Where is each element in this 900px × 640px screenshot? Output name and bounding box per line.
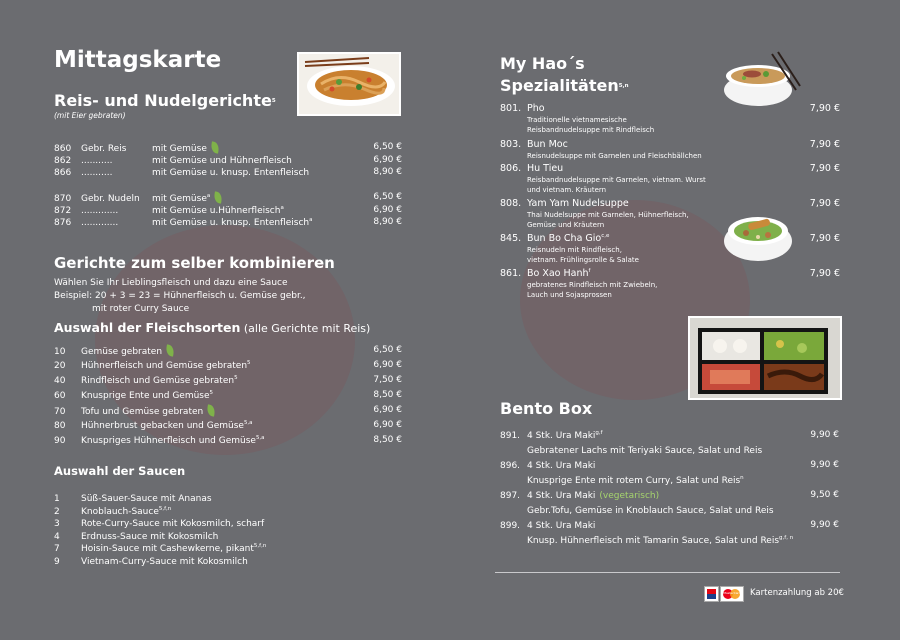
item-name: 4 Stk. Ura Maki bbox=[527, 461, 596, 471]
divider-line bbox=[495, 572, 840, 573]
bento-item-897 bbox=[500, 490, 659, 502]
item-price: 8,50 € bbox=[373, 390, 402, 400]
item-number: 866 bbox=[54, 168, 72, 178]
special-item-806 bbox=[500, 163, 563, 175]
item-desc: und vietnam. Kräutern bbox=[527, 186, 607, 194]
item-desc: Reisbandnudelsuppe mit Rindfleisch bbox=[527, 126, 655, 134]
item-desc bbox=[527, 535, 793, 547]
specials-title: My Hao´s Spezialitäten$^{5,n}$ bbox=[500, 54, 629, 95]
item-number: 7 bbox=[54, 544, 60, 554]
menu-item-70 bbox=[54, 405, 215, 418]
superscript: 5 bbox=[234, 375, 238, 381]
item-price: 7,90 € bbox=[809, 103, 840, 114]
noodle-dish-photo bbox=[297, 52, 401, 116]
menu-item-20 bbox=[54, 360, 251, 372]
item-price: 7,90 € bbox=[809, 139, 840, 150]
sauce-item-4 bbox=[54, 531, 218, 543]
sauce-item-1 bbox=[54, 493, 212, 505]
sauce-item-7 bbox=[54, 543, 266, 555]
superscript: a bbox=[309, 217, 313, 223]
item-number: 3 bbox=[54, 519, 60, 529]
item-name: Süß-Sauer-Sauce mit Ananas bbox=[81, 494, 212, 504]
leaf-icon bbox=[213, 191, 223, 203]
item-desc bbox=[527, 445, 762, 457]
item-name: Knusprige Ente und Gemüse bbox=[81, 391, 210, 401]
item-price: 8,90 € bbox=[373, 217, 402, 227]
bento-item-891 bbox=[500, 430, 603, 442]
special-item-801 bbox=[500, 103, 545, 115]
menu-item-866 bbox=[54, 167, 309, 179]
item-name: ............. bbox=[81, 206, 119, 216]
item-desc: Gemüse und Kräutern bbox=[527, 221, 605, 229]
item-number: 4 bbox=[54, 531, 60, 542]
item-number: 20 bbox=[54, 361, 66, 371]
menu-item-90 bbox=[54, 435, 265, 447]
payment-note: Kartenzahlung ab 20€ bbox=[750, 588, 844, 598]
superscript: 5,f,n bbox=[158, 505, 172, 512]
item-name: Bo Xao Hanh bbox=[527, 268, 589, 279]
kombi-text-3: mit roter Curry Sauce bbox=[92, 304, 190, 314]
item-name: Knoblauch-Sauce bbox=[81, 506, 159, 517]
item-desc-text: Gebratener Lachs mit Teriyaki Sauce, Salat und Reis bbox=[527, 446, 763, 456]
menu-item-872 bbox=[54, 205, 284, 217]
superscript: 5,a bbox=[255, 435, 265, 441]
bento-item-896 bbox=[500, 460, 595, 472]
item-name: Rote-Curry-Sauce mit Kokosmilch, scharf bbox=[81, 519, 265, 529]
item-desc-text: Knusprige Ente mit rotem Curry, Salat und Reis bbox=[527, 476, 741, 486]
superscript: f bbox=[588, 268, 591, 274]
item-price: 9,50 € bbox=[810, 490, 839, 500]
vegetarian-label: (vegetarisch) bbox=[599, 491, 660, 501]
item-price: 6,90 € bbox=[373, 420, 402, 430]
item-number: 2 bbox=[54, 506, 60, 517]
item-price: 9,90 € bbox=[810, 430, 839, 440]
item-number: 897. bbox=[500, 491, 521, 501]
superscript: 5 bbox=[247, 360, 251, 366]
bun-bo-bowl-photo bbox=[722, 205, 794, 263]
item-desc: Reisnudelsuppe mit Garnelen und Fleischbällchen bbox=[527, 152, 702, 160]
item-price: 7,90 € bbox=[809, 233, 840, 244]
menu-item-60 bbox=[54, 390, 213, 402]
item-desc: mit Gemüse bbox=[152, 194, 207, 204]
menu-item-876 bbox=[54, 217, 312, 229]
section-title-reis: Reis- und Nudelgerichte$^5$ bbox=[54, 91, 276, 110]
section-title-saucen: Auswahl der Saucen bbox=[54, 464, 186, 478]
item-number: 806. bbox=[500, 163, 522, 174]
item-desc-text: Knusp. Hühnerfleisch mit Tamarin Sauce, Salat und Reis bbox=[527, 536, 780, 546]
special-item-845 bbox=[500, 233, 609, 245]
item-price: 6,50 € bbox=[373, 345, 402, 355]
item-name: Hoisin-Sauce mit Cashewkerne, pikant bbox=[81, 544, 254, 554]
item-number: 870 bbox=[54, 194, 72, 204]
item-number: 803. bbox=[500, 139, 522, 150]
item-number: 90 bbox=[54, 436, 66, 446]
item-desc: Thai Nudelsuppe mit Garnelen, Hühnerfleisch, bbox=[527, 211, 689, 219]
item-name: 4 Stk. Ura Maki bbox=[527, 491, 596, 501]
special-item-803 bbox=[500, 139, 568, 151]
item-price: 7,50 € bbox=[373, 375, 402, 385]
item-name: Knuspriges Hühnerfleisch und Gemüse bbox=[81, 436, 256, 446]
item-price: 6,50 € bbox=[373, 142, 402, 152]
item-number: 862 bbox=[54, 156, 72, 166]
menu-item-862 bbox=[54, 155, 292, 167]
special-item-861 bbox=[500, 268, 590, 280]
mastercard-icon: MasterCard bbox=[720, 586, 744, 602]
item-price: 9,90 € bbox=[810, 520, 839, 530]
menu-item-10 bbox=[54, 345, 174, 358]
item-price: 7,90 € bbox=[809, 268, 840, 279]
item-name: Rindfleisch und Gemüse gebraten bbox=[81, 376, 235, 386]
item-number: 9 bbox=[54, 556, 60, 567]
leaf-icon bbox=[210, 141, 220, 153]
item-desc: Lauch und Sojasprossen bbox=[527, 291, 612, 299]
menu-item-870 bbox=[54, 192, 222, 205]
item-number: 40 bbox=[54, 376, 66, 386]
item-number: 861. bbox=[500, 268, 522, 279]
pho-bowl-photo bbox=[722, 50, 802, 110]
item-price: 6,90 € bbox=[373, 205, 402, 215]
item-name: Gebr. Nudeln bbox=[81, 194, 140, 204]
menu-item-40 bbox=[54, 375, 238, 387]
kombi-text-2: Beispiel: 20 + 3 = 23 = Hühnerfleisch u. Gemüse gebr., bbox=[54, 291, 306, 301]
item-desc: mit Gemüse u.Hühnerfleisch bbox=[152, 206, 281, 216]
item-price: 7,90 € bbox=[809, 198, 840, 209]
item-name: Yam Yam Nudelsuppe bbox=[527, 198, 629, 209]
item-desc: vietnam. Frühlingsrolle & Salate bbox=[527, 256, 639, 264]
item-number: 80 bbox=[54, 421, 66, 431]
kombi-text-1: Wählen Sie Ihr Lieblingsfleisch und dazu eine Sauce bbox=[54, 278, 288, 288]
item-number: 70 bbox=[54, 407, 66, 417]
item-name: ............. bbox=[81, 218, 119, 228]
item-price: 6,50 € bbox=[373, 192, 402, 202]
superscript: a bbox=[206, 193, 211, 199]
item-desc: mit Gemüse u. knusp. Entenfleisch bbox=[152, 168, 310, 178]
item-price: 6,90 € bbox=[373, 155, 402, 165]
bento-item-899 bbox=[500, 520, 595, 532]
leaf-icon bbox=[206, 404, 216, 416]
leaf-icon bbox=[165, 344, 175, 356]
item-price: 8,90 € bbox=[373, 167, 402, 177]
ec-card-icon bbox=[704, 586, 719, 602]
item-name: 4 Stk. Ura Maki bbox=[527, 431, 596, 441]
item-desc: Reisnudeln mit Rindfleisch, bbox=[527, 246, 622, 254]
menu-item-80 bbox=[54, 420, 253, 432]
sauce-item-2 bbox=[54, 506, 171, 518]
item-number: 899. bbox=[500, 521, 521, 531]
item-number: 10 bbox=[54, 347, 66, 357]
bento-title: Bento Box bbox=[500, 399, 593, 418]
superscript: g,f bbox=[595, 430, 603, 436]
section-title-fleisch: Auswahl der Fleischsorten (alle Gerichte mit Reis) bbox=[54, 320, 371, 335]
item-number: 891. bbox=[500, 431, 521, 441]
superscript: n bbox=[740, 475, 744, 481]
item-name: 4 Stk. Ura Maki bbox=[527, 521, 596, 531]
item-desc-text: Gebr.Tofu, Gemüse in Knoblauch Sauce, Salat und Reis bbox=[527, 506, 774, 516]
item-number: 1 bbox=[54, 494, 60, 504]
item-desc: Reisbandnudelsuppe mit Garnelen, vietnam. Wurst bbox=[527, 176, 706, 184]
item-desc: mit Gemüse u. knusp. Entenfleisch bbox=[152, 218, 310, 228]
item-number: 808. bbox=[500, 198, 522, 209]
section-title-kombi: Gerichte zum selber kombinieren bbox=[54, 254, 335, 272]
item-number: 876 bbox=[54, 218, 72, 228]
item-name: ........... bbox=[81, 168, 113, 178]
item-price: 6,90 € bbox=[373, 360, 402, 370]
item-desc: Traditionelle vietnamesische bbox=[527, 116, 627, 124]
item-name: Pho bbox=[527, 103, 545, 114]
sauce-item-9 bbox=[54, 556, 248, 568]
item-name: Erdnuss-Sauce mit Kokosmilch bbox=[81, 531, 219, 542]
item-number: 801. bbox=[500, 103, 522, 114]
item-price: 9,90 € bbox=[810, 460, 839, 470]
item-price: 7,90 € bbox=[809, 163, 840, 174]
superscript: 5,a bbox=[243, 420, 253, 426]
superscript: g,f, n bbox=[779, 535, 794, 541]
item-name: Hühnerfleisch und Gemüse gebraten bbox=[81, 361, 248, 371]
item-number: 872 bbox=[54, 206, 72, 216]
item-number: 845. bbox=[500, 233, 522, 244]
superscript: c,e bbox=[601, 233, 610, 239]
section-subtitle-reis: (mit Eier gebraten) bbox=[54, 111, 126, 120]
item-number: 60 bbox=[54, 391, 66, 401]
item-price: 8,50 € bbox=[373, 435, 402, 445]
superscript: 5,f,n bbox=[253, 543, 267, 549]
item-desc: mit Gemüse und Hühnerfleisch bbox=[152, 156, 292, 166]
sauce-item-3 bbox=[54, 518, 264, 530]
item-name: Hu Tieu bbox=[527, 163, 564, 174]
superscript: 5 bbox=[209, 390, 214, 396]
item-number: 860 bbox=[54, 144, 72, 154]
item-name: Bun Moc bbox=[527, 139, 568, 150]
item-desc bbox=[527, 505, 774, 517]
superscript: a bbox=[280, 205, 284, 211]
item-name: ........... bbox=[81, 156, 113, 166]
item-desc: gebratenes Rindfleisch mit Zwiebeln, bbox=[527, 281, 658, 289]
page-title: Mittagskarte bbox=[54, 47, 222, 73]
item-name: Bun Bo Cha Gio bbox=[527, 233, 602, 244]
menu-item-860 bbox=[54, 142, 219, 155]
item-number: 896. bbox=[500, 461, 521, 471]
bento-box-photo bbox=[688, 316, 842, 400]
item-price: 6,90 € bbox=[373, 405, 402, 415]
item-desc: mit Gemüse bbox=[152, 144, 207, 154]
item-desc bbox=[527, 475, 744, 487]
special-item-808 bbox=[500, 198, 629, 210]
item-name: Tofu und Gemüse gebraten bbox=[81, 407, 204, 417]
item-name: Vietnam-Curry-Sauce mit Kokosmilch bbox=[81, 556, 248, 567]
item-name: Gebr. Reis bbox=[81, 144, 127, 154]
item-name: Gemüse gebraten bbox=[81, 347, 163, 357]
item-name: Hühnerbrust gebacken und Gemüse bbox=[81, 421, 244, 431]
